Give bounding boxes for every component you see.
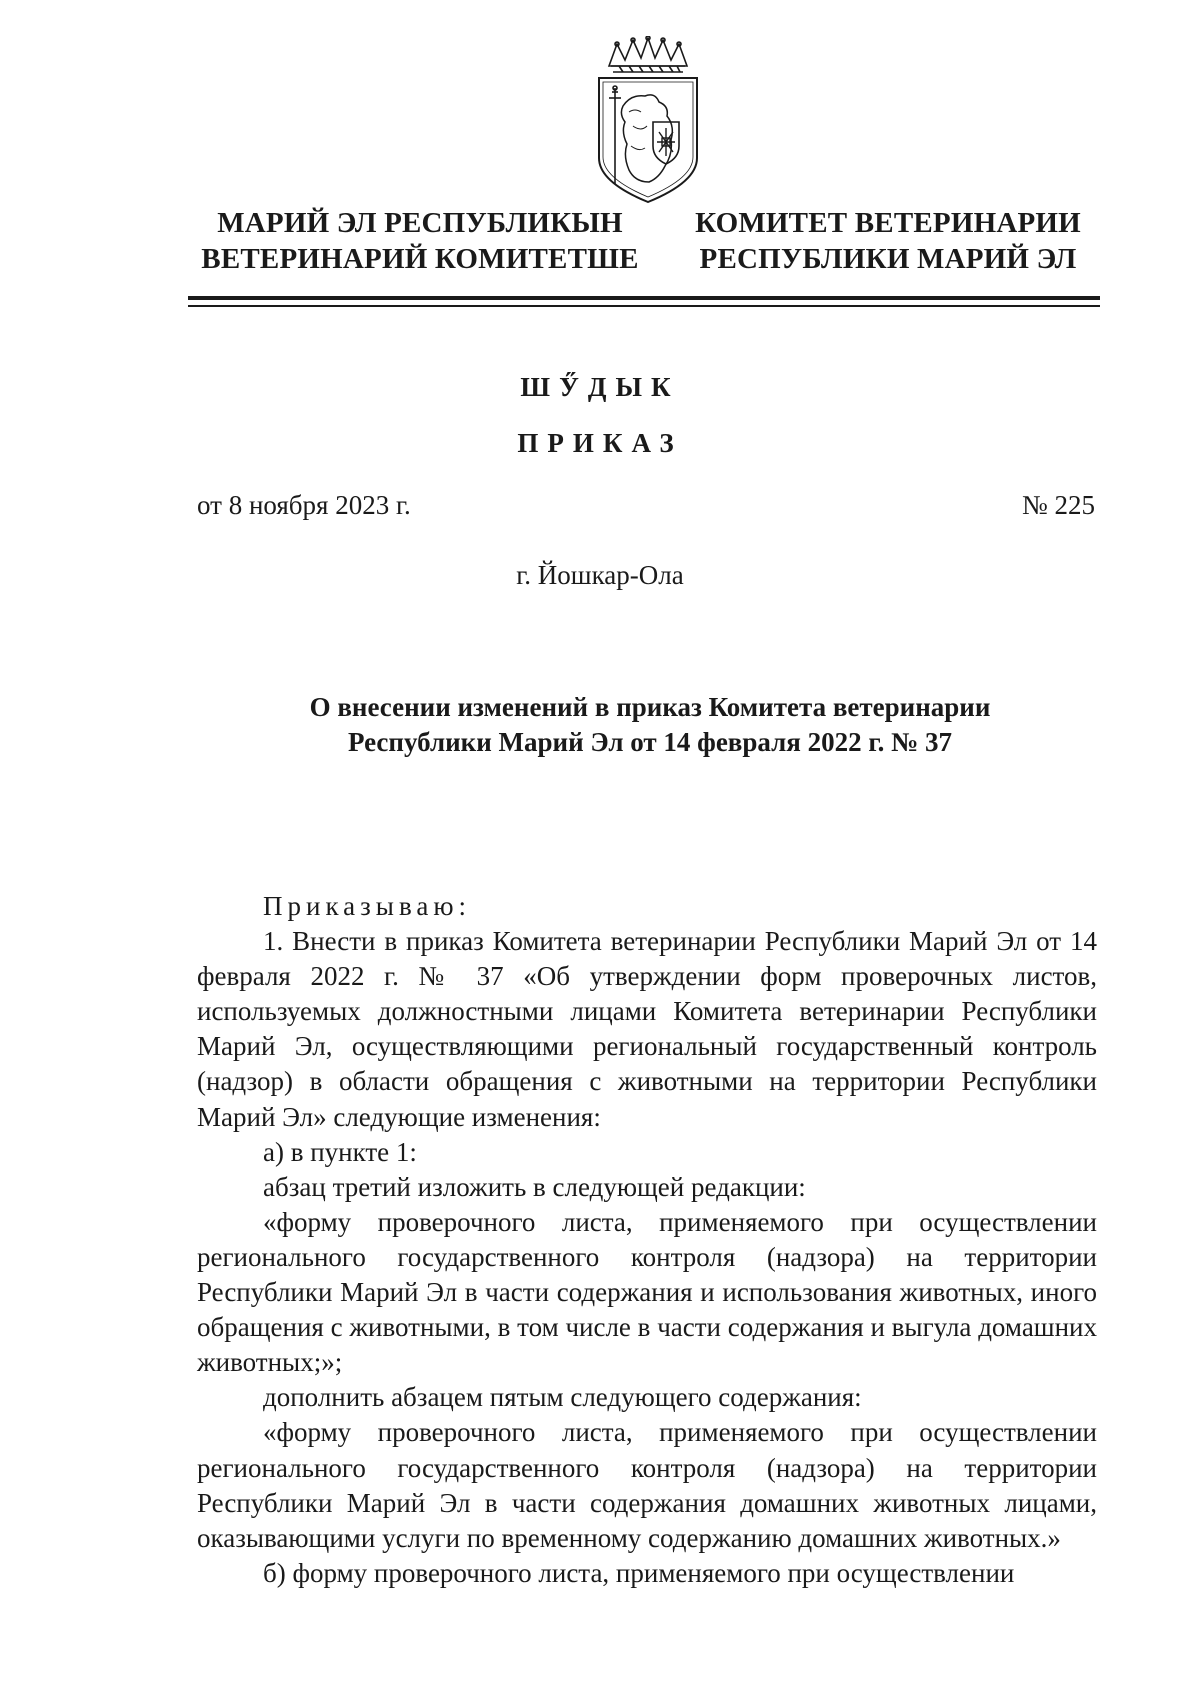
body-paragraph-5: дополнить абзацем пятым следующего содержания: [263, 1382, 862, 1413]
title-line1: О внесении изменений в приказ Комитета ветеринарии [309, 692, 991, 722]
title-line2: Республики Марий Эл от 14 февраля 2022 г. № 37 [347, 727, 952, 757]
org-name-mari [190, 205, 650, 277]
body-paragraph-4: «форму проверочного листа, применяемого при осуществлении регионального государственного контроля (надзора) на территории Республики Марий Эл в части содержания и использования животных, иного обращения с животными, в том числе в части содержания и выгула домашних животных;»; [197, 1206, 1097, 1378]
heading-russian: ПРИКАЗ [517, 428, 683, 458]
org-name-russian [682, 205, 1094, 277]
document-body [197, 889, 1097, 1591]
header-divider-thick [188, 296, 1100, 300]
org-ru-line1: КОМИТЕТ ВЕТЕРИНАРИИ [695, 207, 1081, 239]
org-mari-line2: ВЕТЕРИНАРИЙ КОМИТЕТШЕ [201, 243, 639, 275]
body-paragraph-1: 1. Внести в приказ Комитета ветеринарии Республики Марий Эл от 14 февраля 2022 г. № 37 «Об утверждении форм проверочных листов, используемых должностными лицами Комитета ветеринарии Республики Марий Эл, осуществляющими региональный государственный контроль (надзор) в области обращения с животными на территории Республики Марий Эл» следующие изменения: [197, 926, 1097, 1132]
order-date: от 8 ноября 2023 г. [197, 490, 411, 520]
body-paragraph-6: «форму проверочного листа, применяемого при осуществлении регионального государственного контроля (надзора) на территории Республики Марий Эл в части содержания домашних животных лицами, оказывающими услуги по временному содержанию домашних животных.» [197, 1417, 1097, 1553]
heading-mari: ШӲДЫК [520, 372, 680, 402]
body-order-word: Приказываю: [263, 891, 471, 921]
header-divider-thin [188, 305, 1100, 307]
order-number: № 225 [1021, 490, 1095, 520]
body-paragraph-3: абзац третий изложить в следующей редакции: [263, 1171, 806, 1202]
org-mari-line1: МАРИЙ ЭЛ РЕСПУБЛИКЫН [217, 207, 623, 239]
org-ru-line2: РЕСПУБЛИКИ МАРИЙ ЭЛ [699, 243, 1077, 275]
body-paragraph-2: а) в пункте 1: [263, 1136, 417, 1167]
body-paragraph-7: б) форму проверочного листа, применяемого при осуществлении [263, 1557, 1015, 1588]
coat-of-arms-emblem [589, 36, 707, 206]
document-title [200, 690, 1100, 760]
order-city: г. Йошкар-Ола [516, 560, 684, 590]
